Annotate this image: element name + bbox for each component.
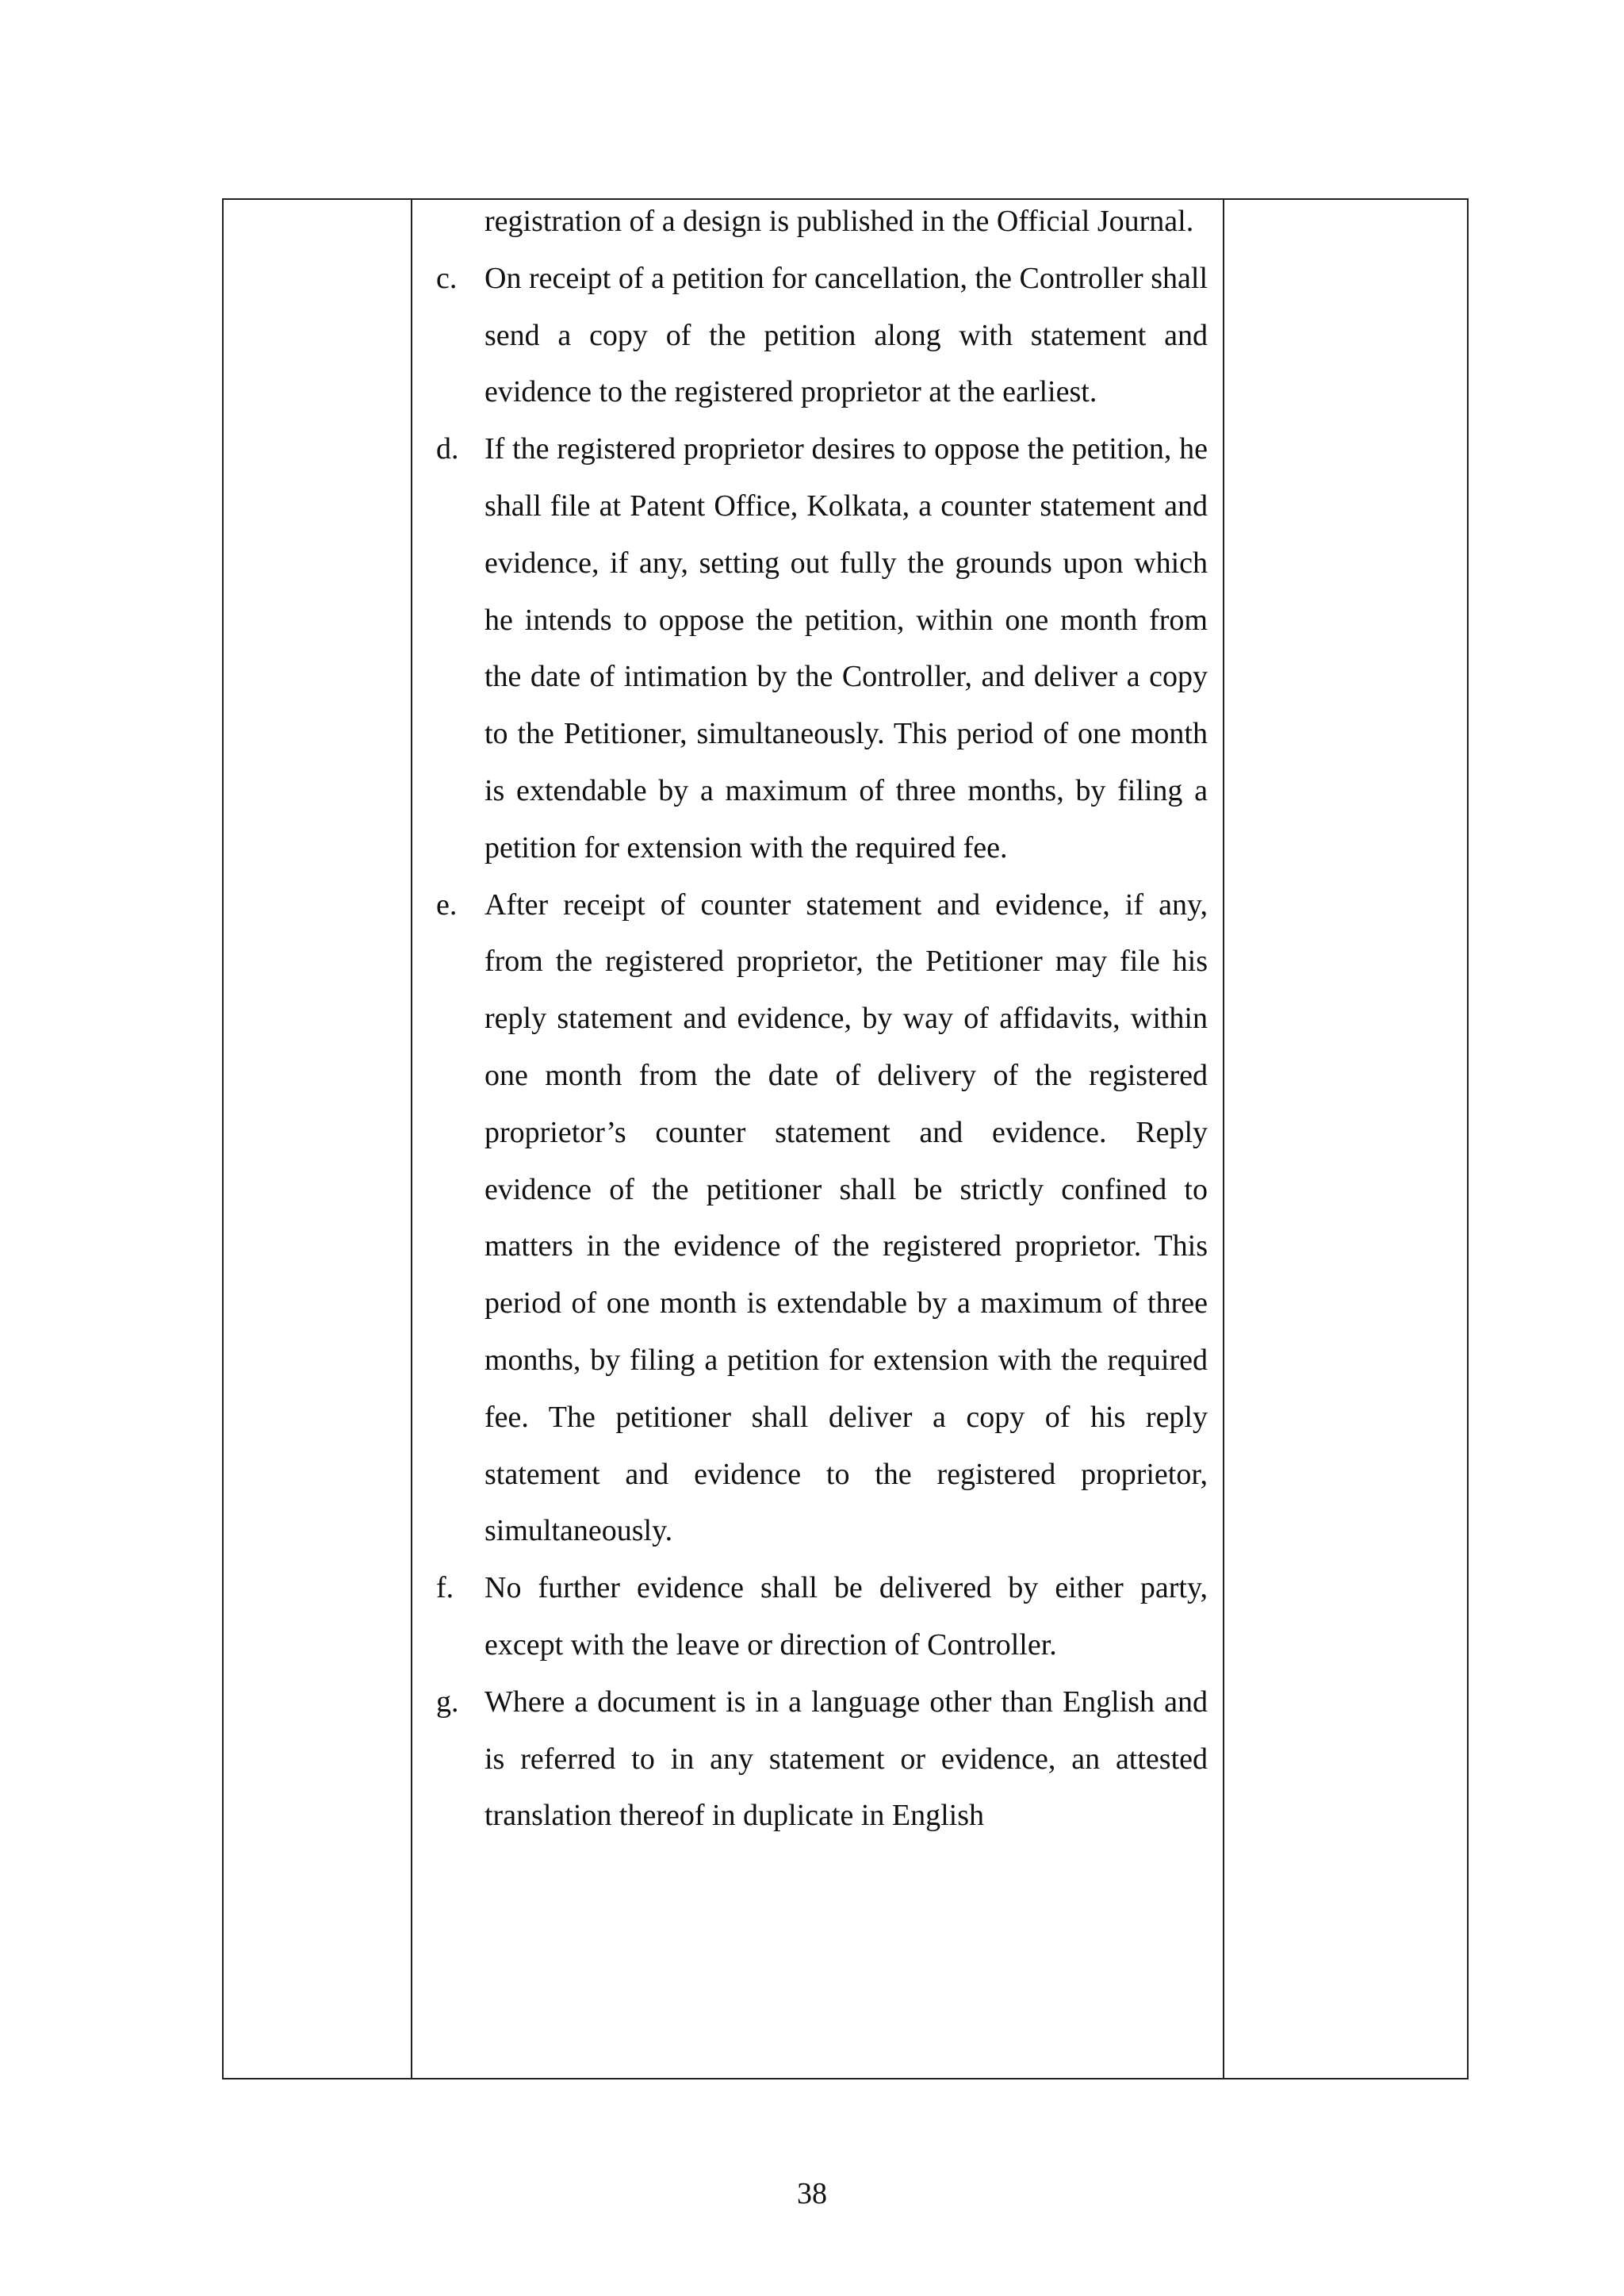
list-item-text: On receipt of a petition for cancellation, the Controller shall send a copy of the petition along with statement and evidence to the registered proprietor at the earliest.: [485, 261, 1208, 409]
list-item-text: No further evidence shall be delivered by either party, except with the leave or direction of Controller.: [485, 1571, 1208, 1662]
page-number: 38: [797, 2177, 827, 2210]
table-right-column: [1224, 200, 1467, 2078]
list-item-text: registration of a design is published in the Official Journal.: [485, 205, 1194, 238]
list-marker: c.: [436, 261, 458, 295]
list-item: [412, 1560, 1223, 1674]
list-marker: f.: [436, 1571, 454, 1605]
list-item: [412, 1674, 1223, 1845]
list-item-text: After receipt of counter statement and evidence, if any, from the registered proprietor, the Petitioner may file his reply statement and evidence, by way of affidavits, within one month from the date of delivery of the registered proprietor’s counter statement and evidence. Reply evidence of the petitioner shall be strictly confined to matters in the evidence of the registered proprietor. This period of one month is extendable by a maximum of three months, by filing a petition for extension with the required fee. The petitioner shall deliver a copy of his reply statement and evidence to the registered proprietor, simultaneously.: [485, 887, 1208, 1548]
procedure-table: [222, 198, 1469, 2079]
table-middle-column: [412, 200, 1223, 2078]
list-item-text: Where a document is in a language other than English and is referred to in any statement or evidence, an attested translation thereof in duplicate in English: [485, 1685, 1208, 1833]
list-item: [412, 877, 1223, 1561]
list-marker: e.: [436, 887, 458, 922]
list-item: [412, 200, 1223, 251]
list-marker: d.: [436, 432, 459, 466]
table-left-column: [224, 200, 411, 2078]
procedure-list: [412, 200, 1223, 1845]
list-item: [412, 421, 1223, 876]
list-item-text: If the registered proprietor desires to oppose the petition, he shall file at Patent Office, Kolkata, a counter statement and evidence, if any, setting out fully the grounds upon which he intends to oppose the petition, within one month from the date of intimation by the Controller, and deliver a copy to the Petitioner, simultaneously. This period of one month is extendable by a maximum of three months, by filing a petition for extension with the required fee.: [485, 432, 1208, 864]
list-marker: g.: [436, 1685, 459, 1719]
list-item: [412, 251, 1223, 421]
